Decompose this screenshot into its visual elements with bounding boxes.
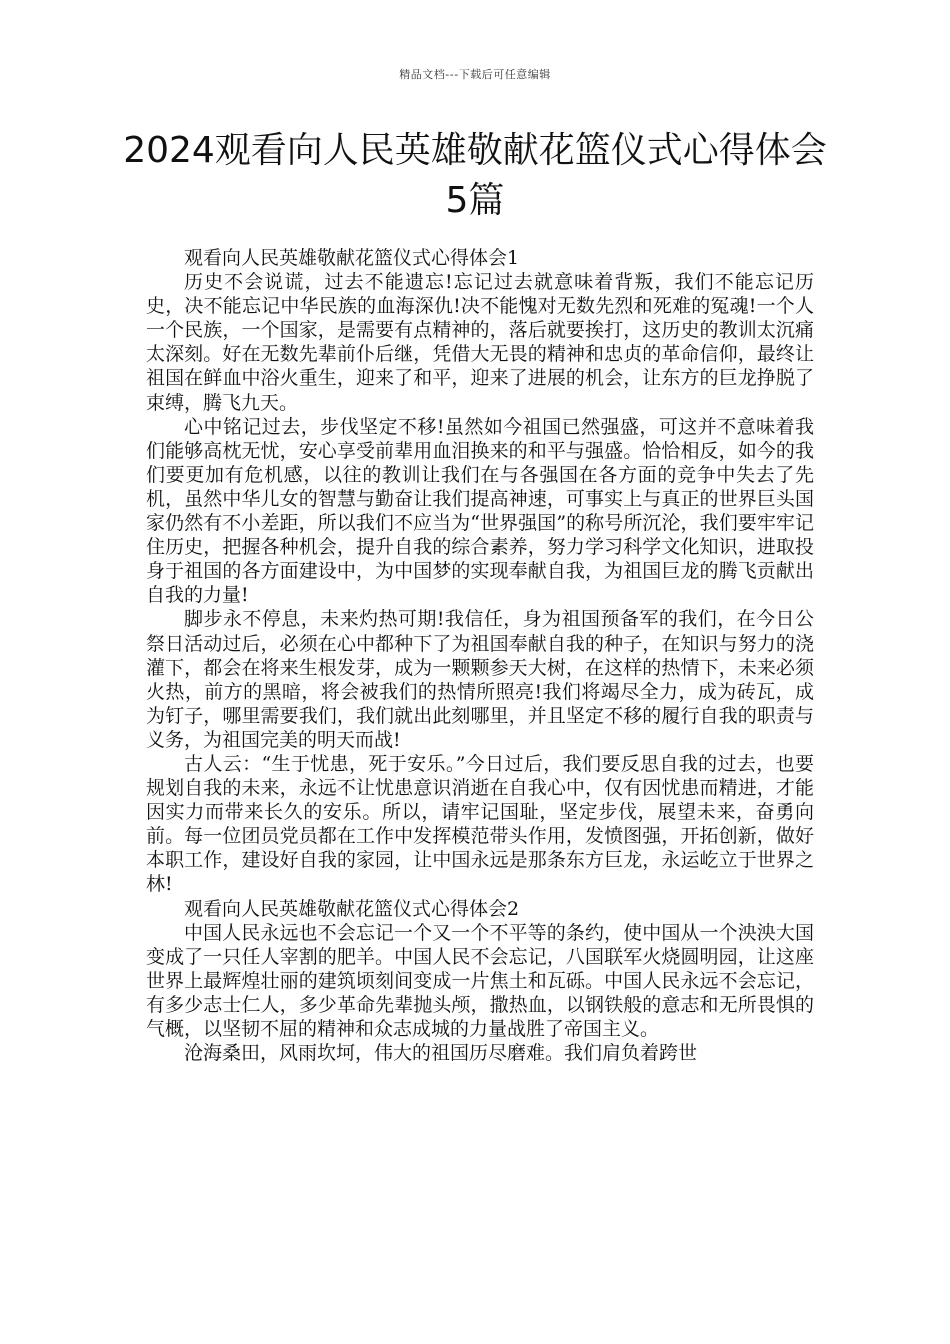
paragraph: 沧海桑田，风雨坎坷，伟大的祖国历尽磨难。我们肩负着跨世 (184, 1042, 698, 1065)
paragraph: 中国人民永远也不会忘记一个又一个不平等的条约，使中国从一个泱泱大国变成了一只任人宰割的肥羊。中国人民不会忘记，八国联军火烧圆明园，让这座世界上最辉煌壮丽的建筑顷刻间变成一片焦土和瓦砾。中国人民永远不会忘记，有多少志士仁人，多少革命先辈抛头颅，撒热血，以钢铁般的意志和无所畏惧的气概，以坚韧不屈的精神和众志成城的力量战胜了帝国主义。 (146, 921, 814, 1040)
paragraph: 脚步永不停息，未来灼热可期!我信任，身为祖国预备军的我们，在今日公祭日活动过后，必须在心中都种下了为祖国奉献自我的种子，在知识与努力的浇灌下，都会在将来生根发芽，成为一颗颗参天大树，在这样的热情下，未来必须火热，前方的黑暗，将会被我们的热情所照亮!我们将竭尽全力，成为砖瓦，成为钉子，哪里需要我们，我们就出此刻哪里，并且坚定不移的履行自我的职责与义务，为祖国完美的明天而战! (146, 608, 814, 751)
section-heading: 观看向人民英雄敬献花篮仪式心得体会2 (184, 897, 520, 920)
section-heading: 观看向人民英雄敬献花篮仪式心得体会1 (184, 247, 520, 269)
paragraph: 历史不会说谎，过去不能遗忘!忘记过去就意味着背叛，我们不能忘记历史，决不能忘记中华民族的血海深仇!决不能愧对无数先烈和死难的冤魂!一个人一个民族，一个国家，是需要有点精神的，落后就要挨打，这历史的教训太沉痛太深刻。好在无数先辈前仆后继，凭借大无畏的精神和忠贞的革命信仰，最终让祖国在鲜血中浴火重生，迎来了和平，迎来了进展的机会，让东方的巨龙挣脱了束缚，腾飞九天。 (146, 271, 814, 414)
header-note: 精品文档---下载后可任意编辑 (399, 68, 551, 81)
document-body (146, 246, 814, 1065)
paragraph: 古人云：“生于忧患，死于安乐。”今日过后，我们要反思自我的过去，也要规划自我的未来，永远不让忧患意识消逝在自我心中，仅有因忧患而精进，才能因实力而带来长久的安乐。所以，请牢记国耻，坚定步伐，展望未来，奋勇向前。每一位团员党员都在工作中发挥模范带头作用，发愤图强，开拓创新，做好本职工作，建设好自我的家园，让中国永远是那条东方巨龙，永运屹立于世界之林! (146, 752, 814, 896)
paragraph: 心中铭记过去，步伐坚定不移!虽然如今祖国已然强盛，可这并不意味着我们能够高枕无忧，安心享受前辈用血泪换来的和平与强盛。恰恰相反，如今的我们要更加有危机感，以往的教训让我们在与各强国在各方面的竞争中失去了先机，虽然中华儿女的智慧与勤奋让我们提高神速，可事实上与真正的世界巨头国家仍然有不小差距，所以我们不应当为“世界强国”的称号所沉沦，我们要牢牢记住历史，把握各种机会，提升自我的综合素养，努力学习科学文化知识，进取投身于祖国的各方面建设中，为中国梦的实现奉献自我，为祖国巨龙的腾飞贡献出自我的力量! (146, 415, 814, 607)
document-title: 2024观看向人民英雄敬献花篮仪式心得体会5篇 (123, 130, 827, 221)
